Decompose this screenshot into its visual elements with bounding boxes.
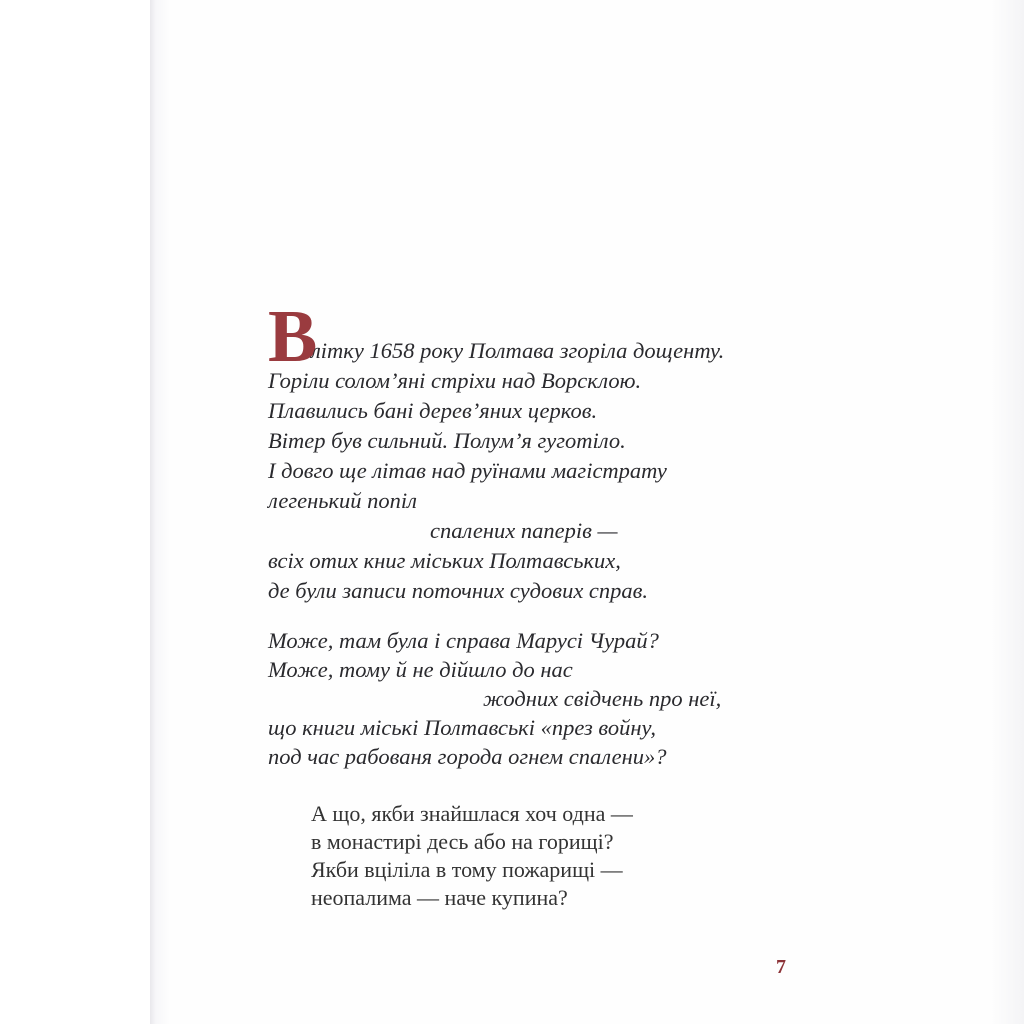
page-number: 7 xyxy=(776,956,786,978)
verse-line: всіх отих книг міських Полтавських, xyxy=(268,548,621,573)
verse-line: неопалима — наче купина? xyxy=(311,885,568,910)
verse-line: Якби вціліла в тому пожарищі — xyxy=(311,857,623,882)
verse-line: Вітер був сильний. Полум’я гуготіло. xyxy=(268,428,626,453)
verse-line: що книги міські Полтавські «през войну, xyxy=(268,715,657,740)
verse-line: легенький попіл xyxy=(268,488,417,513)
verse-line: под час рабованя города огнем спалени»? xyxy=(268,744,667,769)
verse-line: Плавились бані дерев’яних церков. xyxy=(268,398,598,423)
verse-line: спалених паперів — xyxy=(430,518,618,543)
verse-line: Може, там була і справа Марусі Чурай? xyxy=(268,628,659,653)
verse-line: літку 1658 року Полтава згоріла дощенту. xyxy=(311,338,725,363)
verse-line: в монастирі десь або на горищі? xyxy=(311,829,614,854)
verse-line: жодних свідчень про неї, xyxy=(483,686,722,711)
verse-line: А що, якби знайшлася хоч одна — xyxy=(311,801,633,826)
verse-line: Може, тому й не дійшло до нас xyxy=(268,657,573,682)
drop-cap: В xyxy=(268,296,318,378)
verse-line: де були записи поточних судових справ. xyxy=(268,578,649,603)
verse-line: Горіли солом’яні стріхи над Ворсклою. xyxy=(268,368,642,393)
verse-line: І довго ще літав над руїнами магістрату xyxy=(268,458,667,483)
